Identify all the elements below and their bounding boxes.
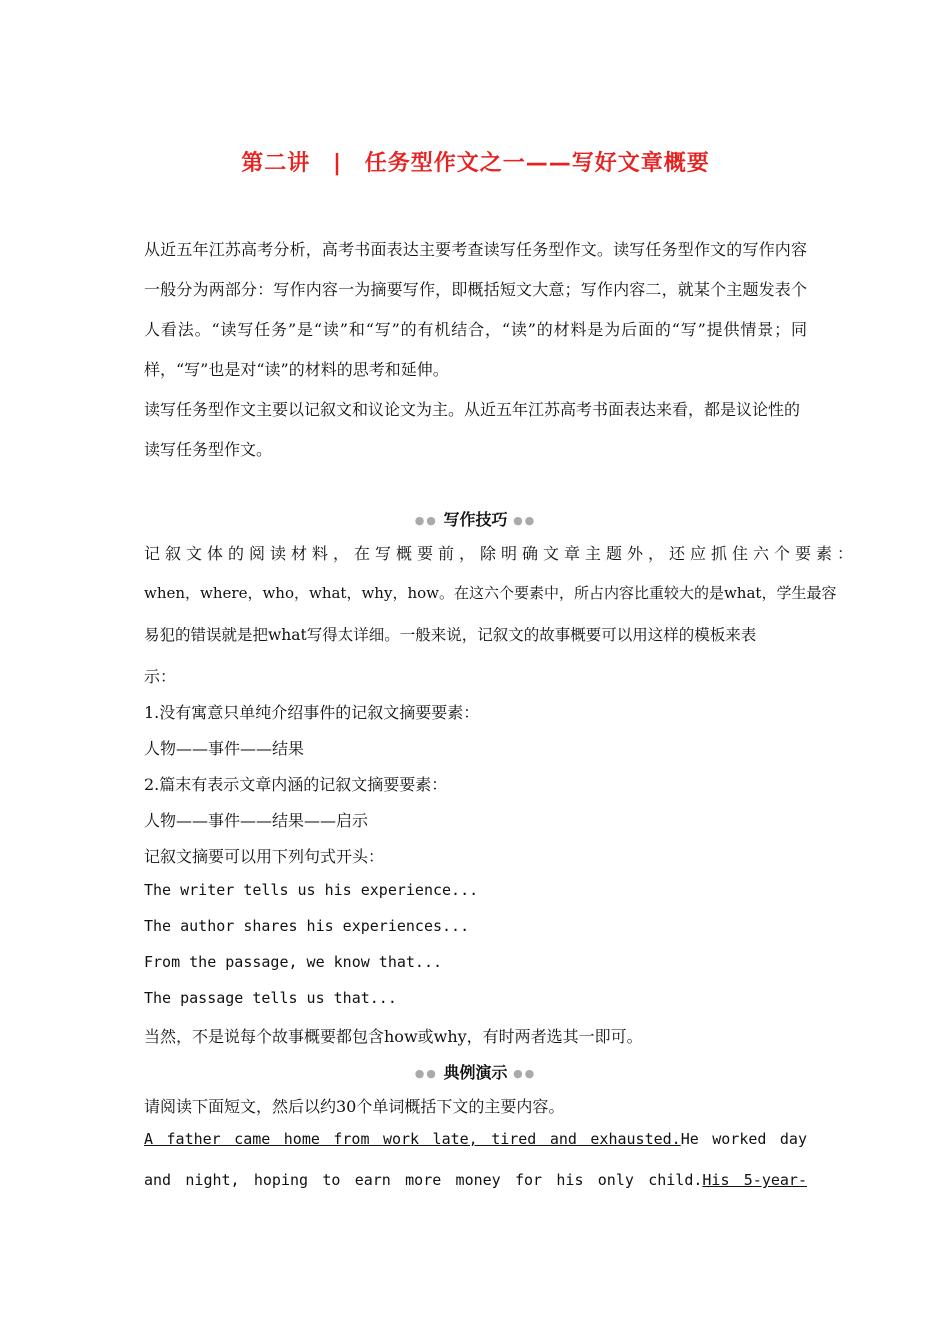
section-heading-writing-tips [144, 507, 807, 530]
passage-line-2 [144, 1171, 807, 1189]
lecture-number: 第二讲 [241, 151, 311, 176]
tips-line-3: 易犯的错误就是把what写得太详细。一般来说，记叙文的故事概要可以用这样的模板来表 [144, 626, 757, 644]
tips-line-1: 记叙文体的阅读材料，在写概要前，除明确文章主题外，还应抓住六个要素： [144, 544, 859, 563]
intro-paragraph-1: 从近五年江苏高考分析，高考书面表达主要考查读写任务型作文。读写任务型作文的写作内容一般分为两部分：写作内容一为摘要写作，即概括短文大意；写作内容二，就某个主题发表个人看法。“读写任务”是“读”和“写”的有机结合，“读”的材料是为后面的“写”提供情景；同样，“写”也是对“读”的材料的思考和延伸。 [144, 240, 807, 379]
summary-pattern-1: 人物——事件——结果 [144, 739, 305, 758]
intro-paragraph-2: 读写任务型作文主要以记叙文和议论文为主。从近五年江苏高考书面表达来看，都是议论性的读写任务型作文。 [144, 400, 801, 459]
passage-line-1 [144, 1130, 807, 1148]
tips-line-4: 示： [144, 667, 177, 686]
summary-pattern-2: 人物——事件——结果——启示 [144, 811, 369, 830]
passage-text: and night, hoping to earn more money for his only child. [144, 1171, 703, 1189]
dots-left-icon: ●● [414, 1067, 438, 1080]
opener-sentence: The passage tells us that... [144, 989, 397, 1007]
passage-text: He worked day [680, 1130, 807, 1148]
summary-element-item-1: 1.没有寓意只单纯介绍事件的记叙文摘要要素： [144, 703, 480, 722]
page-title [144, 146, 807, 177]
opener-sentence: The author shares his experiences... [144, 917, 470, 935]
section-heading-text: 典例演示 [443, 1063, 508, 1082]
example-instruction: 请阅读下面短文，然后以约30个单词概括下文的主要内容。 [144, 1097, 565, 1116]
tips-line-2: when，where，who，what，why，how。在这六个要素中，所占内容比重较大的是what，学生最容 [144, 584, 837, 602]
dots-right-icon: ●● [513, 1067, 537, 1080]
section-heading-example [144, 1060, 807, 1083]
dots-right-icon: ●● [513, 514, 537, 527]
summary-element-item-2: 2.篇末有表示文章内涵的记叙文摘要要素： [144, 775, 448, 794]
opener-sentence: From the passage, we know that... [144, 953, 443, 971]
passage-underlined-text: A father came home from work late, tired and exhausted. [144, 1130, 681, 1148]
section-heading-text: 写作技巧 [443, 510, 508, 529]
title-separator: | [332, 151, 343, 176]
dots-left-icon: ●● [414, 514, 438, 527]
openers-intro: 记叙文摘要可以用下列句式开头： [144, 847, 385, 866]
tips-note: 当然，不是说每个故事概要都包含how或why，有时两者选其一即可。 [144, 1027, 643, 1046]
lecture-topic: 任务型作文之一——写好文章概要 [364, 151, 710, 176]
passage-underlined-text: His 5-year- [702, 1171, 807, 1189]
opener-sentence: The writer tells us his experience... [144, 881, 479, 899]
